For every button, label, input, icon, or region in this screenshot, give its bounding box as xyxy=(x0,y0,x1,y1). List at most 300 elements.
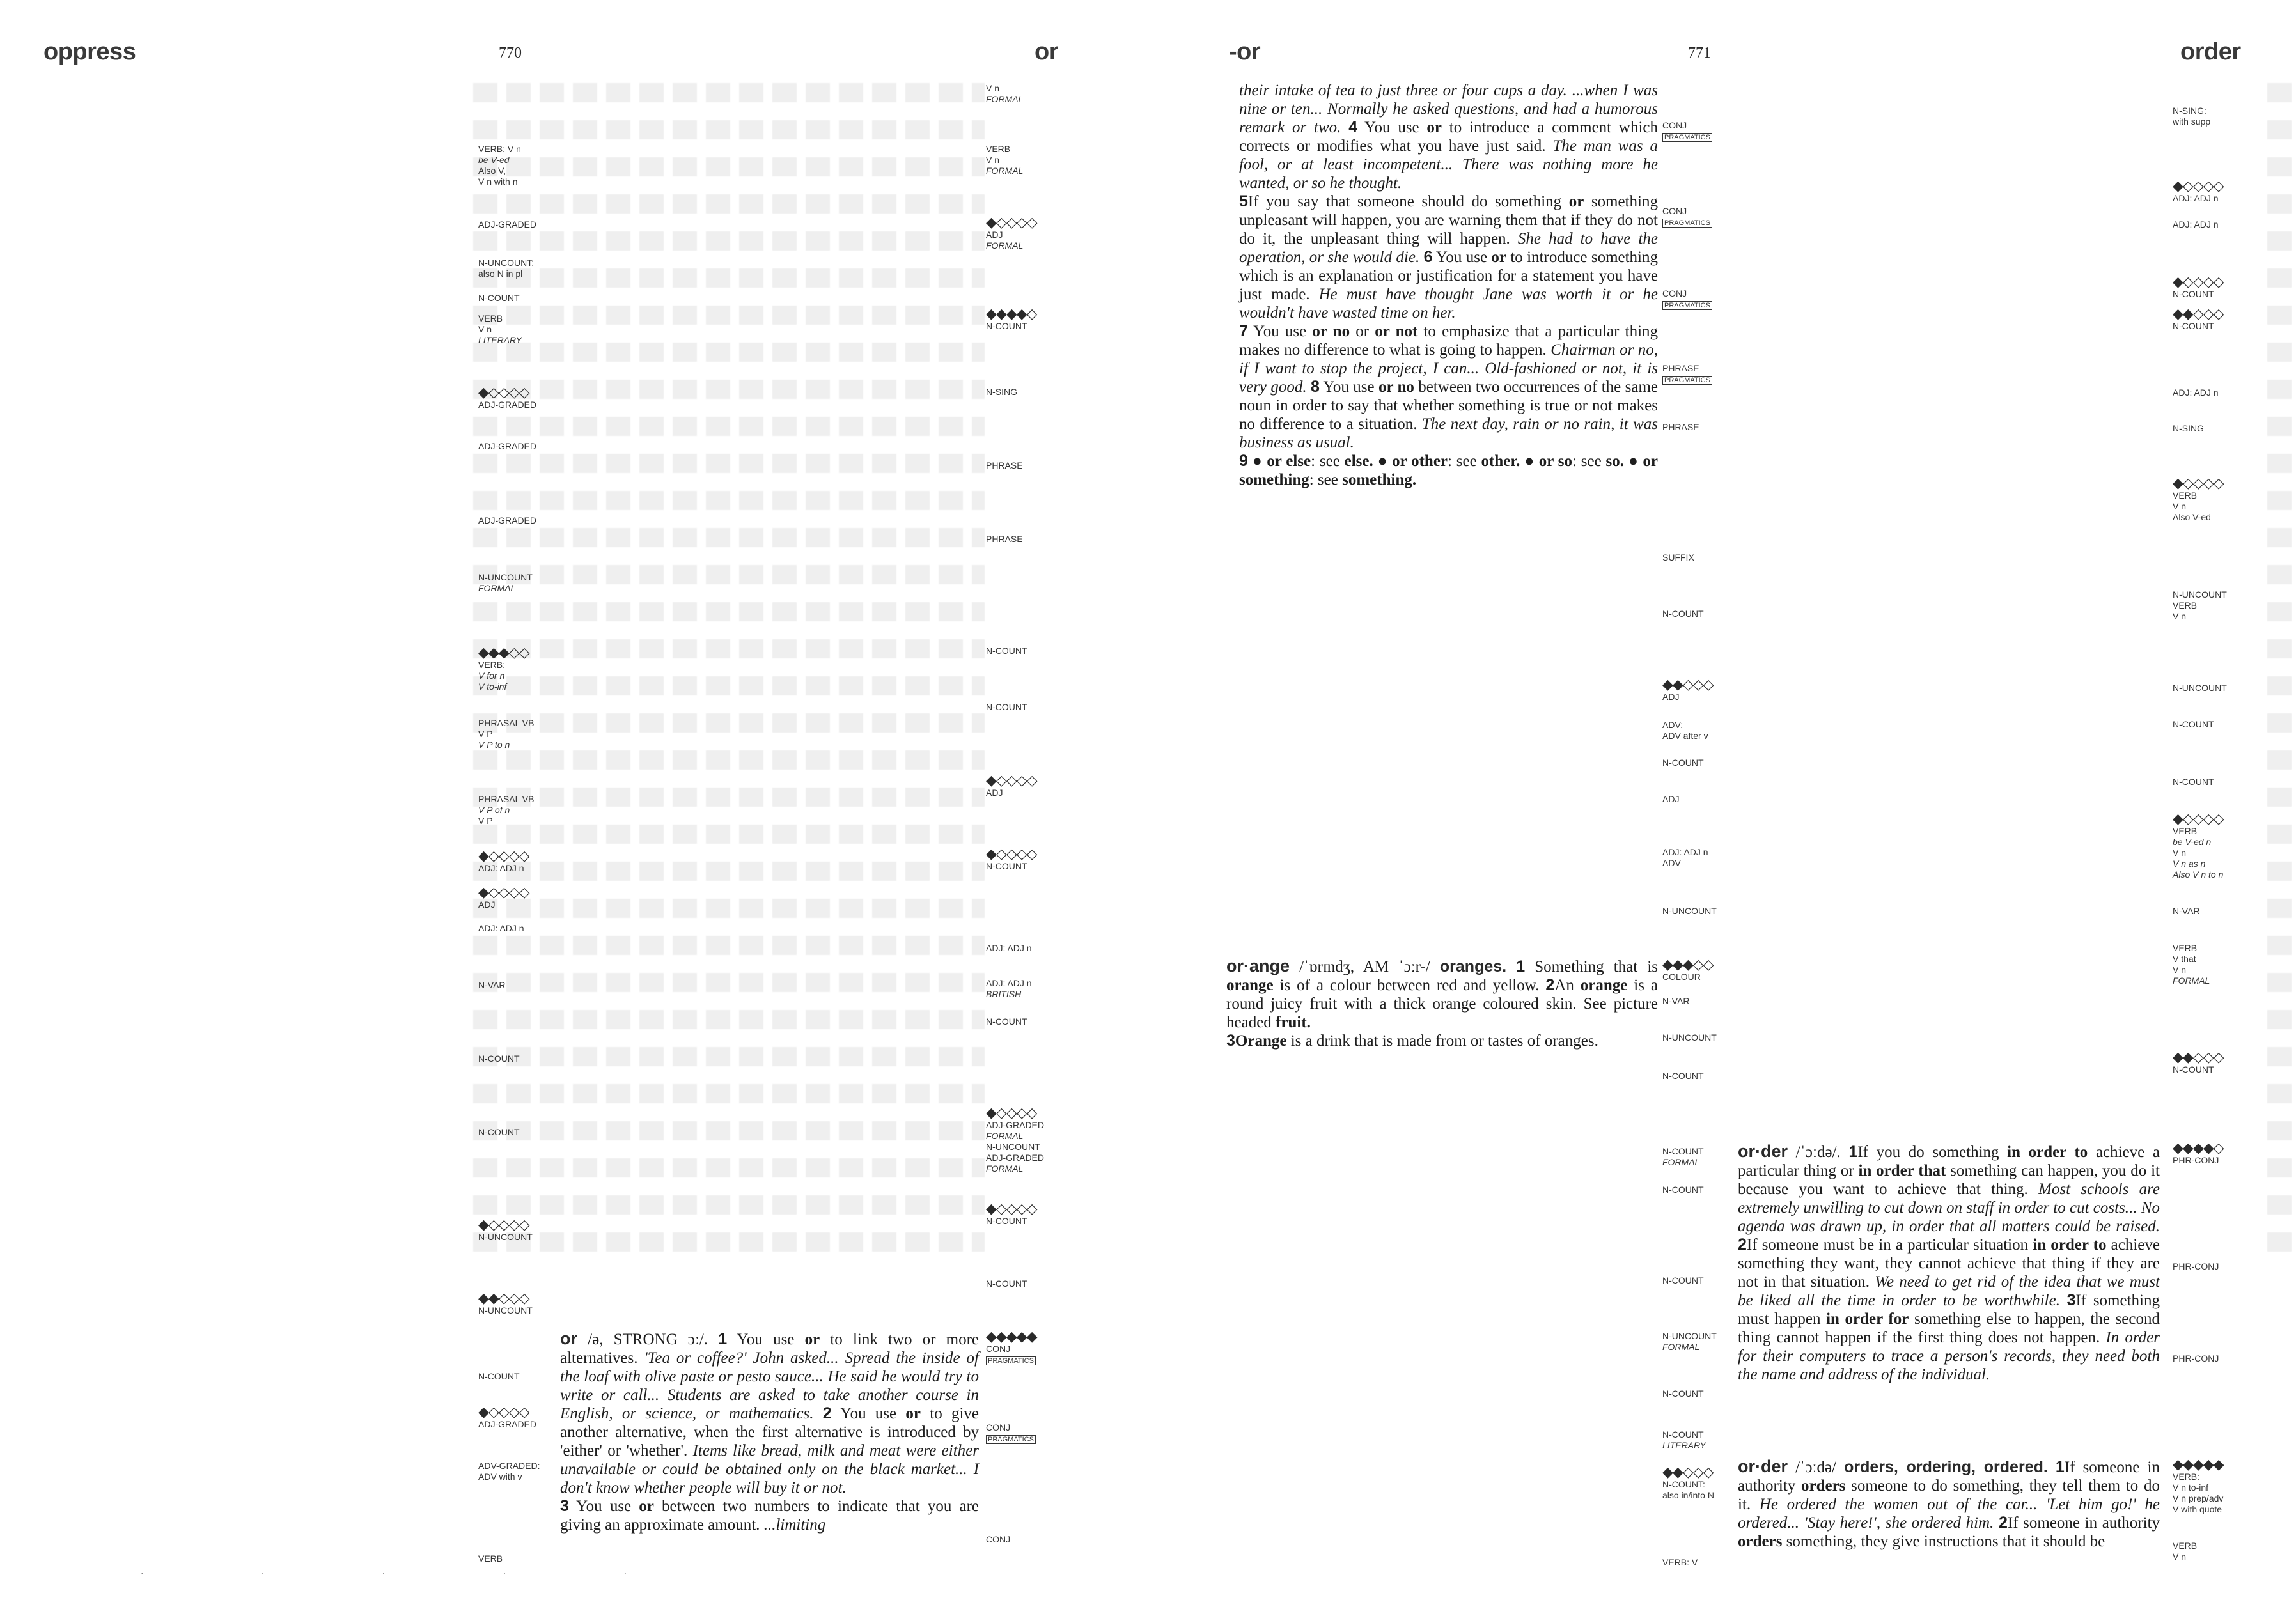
definition: If someone in authority xyxy=(2007,1514,2160,1532)
grammar-label-line: PHRASE xyxy=(1662,363,1699,373)
grammar-label xyxy=(2173,906,2200,917)
keyword: or no xyxy=(1378,378,1414,396)
grammar-label-line: N-COUNT xyxy=(1662,1429,1704,1440)
sense-number: 3 xyxy=(2066,1291,2076,1309)
grammar-label-line: V n as n xyxy=(2173,858,2206,869)
grammar-label-line: V P xyxy=(478,729,493,739)
show-through-text xyxy=(473,83,985,1310)
grammar-label-line: CONJ xyxy=(986,1534,1011,1544)
example: 'Tea or coffee?' John asked... Spread the inside of the loaf with olive paste or pesto sauce... He said he would try to write or call... Students are asked to take another course in English, or science, or mathematics. xyxy=(560,1349,979,1422)
grammar-label-line: ADJ: ADJ n xyxy=(2173,219,2219,229)
grammar-label-line: N-COUNT xyxy=(986,861,1027,871)
cross-reference: : see xyxy=(1572,453,1606,470)
frequency-diamonds: ◆◆◇◇◇ xyxy=(2173,1049,2224,1065)
grammar-label-line: ADJ: ADJ n xyxy=(2173,193,2219,203)
grammar-label-line: PHR-CONJ xyxy=(2173,1353,2219,1363)
grammar-label-line: N-COUNT xyxy=(986,1016,1027,1027)
frequency-diamonds: ◆◆◇◇◇ xyxy=(1662,676,1714,692)
grammar-label-line: Also V, xyxy=(478,166,506,176)
grammar-label-line: N-COUNT xyxy=(2173,321,2214,331)
sense-number: 2 xyxy=(1998,1514,2008,1532)
grammar-label-line: FORMAL xyxy=(478,583,516,593)
cross-reference-phrase: or something xyxy=(1239,453,1658,488)
grammar-label-line: V n xyxy=(2173,1551,2187,1562)
grammar-label xyxy=(1662,1465,1714,1501)
grammar-label xyxy=(986,1202,1037,1227)
example: their intake of tea to just three or four cups a day. ...when I was nine or ten... Normally he asked questions, and had a humorous remark or two. xyxy=(1239,82,1658,136)
grammar-label xyxy=(2173,1541,2197,1562)
cross-reference: ● xyxy=(1373,453,1393,470)
grammar-label xyxy=(1662,206,1712,228)
example: The next day, rain or no rain, it was business as usual. xyxy=(1239,415,1658,451)
grammar-label xyxy=(2173,307,2224,332)
grammar-label-line: VERB: xyxy=(478,660,506,670)
grammar-label-line: N-UNCOUNT xyxy=(478,1232,533,1242)
right-page xyxy=(1148,0,2296,1623)
definition: is a round juicy fruit with a thick orange coloured skin. See picture headed xyxy=(1226,977,1658,1031)
grammar-label-line: PHRASE xyxy=(986,534,1023,544)
grammar-label xyxy=(1662,996,1690,1007)
keyword: or xyxy=(1568,193,1584,210)
keyword: Orange xyxy=(1235,1032,1287,1050)
keyword: orders xyxy=(1800,1477,1846,1495)
frequency-diamonds: ◆◇◇◇◇ xyxy=(478,1404,529,1420)
example: We need to get rid of the idea that we must be liked all the time in order to be worthwhile. xyxy=(1738,1273,2160,1309)
grammar-label-line: V to-inf xyxy=(478,681,507,692)
grammar-label xyxy=(986,1106,1044,1174)
grammar-label-line: N-COUNT xyxy=(986,1216,1027,1226)
grammar-label xyxy=(478,515,536,526)
grammar-label xyxy=(986,1422,1036,1444)
grammar-label xyxy=(2173,777,2214,788)
grammar-label xyxy=(1662,1032,1717,1043)
sense-number: 1 xyxy=(2055,1458,2065,1476)
grammar-label xyxy=(478,923,524,934)
keyword: or not xyxy=(1375,323,1418,340)
grammar-label-line: N-UNCOUNT xyxy=(2173,589,2227,600)
sense-number: 2 xyxy=(822,1404,832,1422)
keyword: or xyxy=(639,1498,654,1515)
grammar-label xyxy=(986,215,1037,251)
grammar-label xyxy=(1662,120,1712,142)
grammar-label xyxy=(1662,1146,1704,1168)
grammar-label xyxy=(478,1218,533,1243)
example: Chairman or no, if I want to stop the project, I can... Old-fashioned or not, it is very good. xyxy=(1239,341,1658,396)
grammar-label xyxy=(478,980,506,991)
frequency-diamonds: ◆◇◇◇◇ xyxy=(478,848,529,864)
grammar-label xyxy=(478,1371,520,1382)
grammar-label-line: ADJ xyxy=(1662,794,1680,804)
sense-number: 2 xyxy=(1738,1236,1747,1254)
grammar-label-line: FORMAL xyxy=(986,240,1024,251)
frequency-diamonds: ◆◇◇◇◇ xyxy=(478,884,529,900)
grammar-label-line: VERB xyxy=(986,144,1011,154)
keyword: orange xyxy=(1580,977,1628,994)
grammar-label-line: PHRASE xyxy=(1662,422,1699,432)
frequency-diamonds: ◆◇◇◇◇ xyxy=(478,1216,529,1232)
grammar-label-line: ADV with v xyxy=(478,1472,522,1482)
grammar-label-line: V for n xyxy=(478,671,505,681)
grammar-label xyxy=(478,1461,540,1482)
entry-order-conj xyxy=(1738,1142,2160,1384)
grammar-label xyxy=(2173,1141,2224,1166)
grammar-label xyxy=(478,144,521,187)
grammar-label-line: ADJ-GRADED xyxy=(478,400,537,410)
sense-number: 9 xyxy=(1239,452,1248,470)
grammar-label xyxy=(2173,476,2224,523)
grammar-label-line: V n xyxy=(2173,848,2187,858)
grammar-label-line: SUFFIX xyxy=(1662,552,1694,563)
definition: something else to happen, the second thing cannot happen if the first thing does not happen. xyxy=(1738,1310,2160,1346)
definition: You use xyxy=(840,1405,906,1422)
cross-reference: : see xyxy=(1311,453,1345,470)
sense-number: 1 xyxy=(718,1330,728,1348)
sense-number: 3 xyxy=(560,1497,569,1515)
grammar-label-line: N-SING xyxy=(2173,423,2204,433)
grammar-label-line: PHRASAL VB xyxy=(478,794,535,804)
definition: something, they give instructions that it should be xyxy=(1782,1533,2105,1550)
frequency-diamonds: ◆◆◇◇◇ xyxy=(478,1290,529,1306)
grammar-label-line: PHR-CONJ xyxy=(2173,1261,2219,1271)
grammar-label xyxy=(986,978,1032,1000)
keyword: or no xyxy=(1312,323,1350,340)
grammar-label xyxy=(1662,847,1708,869)
grammar-label xyxy=(986,307,1037,332)
frequency-diamonds: ◆◆◆◆◇ xyxy=(986,306,1037,322)
pronunciation: /ə, STRONG ɔː/. xyxy=(588,1331,708,1348)
grammar-label-line: N-SING: xyxy=(2173,105,2206,116)
cross-reference-phrase: or so xyxy=(1538,453,1572,470)
grammar-label-line: ADJ: ADJ n xyxy=(1662,847,1708,857)
cross-reference: : see xyxy=(1309,471,1343,488)
pronunciation: /ˈɔːdə/ xyxy=(1795,1459,1836,1476)
grammar-label-line: ADJ: ADJ n xyxy=(2173,387,2219,398)
keyword: or xyxy=(1426,119,1442,136)
grammar-label-line: V n xyxy=(986,83,1000,93)
grammar-label xyxy=(478,718,534,750)
grammar-label-line: VERB xyxy=(2173,943,2198,953)
grammar-label-line: V P xyxy=(478,816,493,826)
grammar-label-line: N-VAR xyxy=(2173,906,2200,916)
grammar-label-line: FORMAL xyxy=(1662,1157,1700,1167)
grammar-label-line: ADJ xyxy=(478,899,496,910)
grammar-label-line: FORMAL xyxy=(986,94,1024,104)
grammar-label xyxy=(478,258,534,279)
headword: or·ange xyxy=(1226,956,1290,975)
grammar-label-line: N-COUNT xyxy=(1662,1388,1704,1399)
frequency-diamonds: ◆◇◇◇◇ xyxy=(2173,475,2224,491)
headword: or·der xyxy=(1738,1142,1788,1161)
keyword: or xyxy=(804,1331,820,1348)
grammar-label xyxy=(1662,958,1714,982)
cross-reference: ● xyxy=(1252,453,1267,470)
grammar-label-line: N-UNCOUNT xyxy=(1662,906,1717,916)
grammar-label-line: N-VAR xyxy=(1662,996,1690,1006)
scan-specks: · · · · · xyxy=(141,1569,685,1580)
frequency-diamonds: ◆◆◆◆◆ xyxy=(986,1328,1037,1344)
grammar-label-line: FORMAL xyxy=(1662,1342,1700,1352)
grammar-label-line: N-COUNT xyxy=(986,646,1027,656)
grammar-label-line: N-COUNT xyxy=(2173,719,2214,729)
definition: between two numbers to indicate that you are giving an approximate amount. xyxy=(560,1498,979,1534)
grammar-label-line: V n xyxy=(2173,965,2187,975)
grammar-label-line: CONJ xyxy=(986,1422,1011,1433)
frequency-diamonds: ◆◇◇◇◇ xyxy=(986,214,1037,230)
grammar-label-line: V P of n xyxy=(478,805,510,815)
grammar-label-line: VERB xyxy=(2173,826,2198,836)
inflections: oranges. xyxy=(1439,958,1507,975)
frequency-diamonds: ◆◇◇◇◇ xyxy=(986,846,1037,862)
inflections: orders, ordering, ordered. xyxy=(1844,1458,2048,1476)
grammar-label xyxy=(2173,683,2227,694)
grammar-label xyxy=(2173,105,2210,127)
definition: to introduce something which is an explanation or justification for a statement you have just made. xyxy=(1239,249,1659,303)
grammar-label xyxy=(2173,812,2224,880)
keyword: orders xyxy=(1738,1533,1783,1550)
grammar-label xyxy=(478,646,529,692)
frequency-diamonds: ◆◆◆◆◇ xyxy=(2173,1140,2224,1156)
pragmatics-box: PRAGMATICS xyxy=(1662,301,1712,310)
grammar-label xyxy=(1662,422,1699,433)
definition: achieve something they want, they cannot achieve that thing if they are not in that situation. xyxy=(1738,1236,2160,1291)
grammar-label xyxy=(478,794,534,827)
grammar-label-line: VERB: xyxy=(2173,1472,2200,1482)
grammar-label-line: ADV-GRADED: xyxy=(478,1461,540,1471)
grammar-label-line: N-UNCOUNT xyxy=(2173,683,2227,693)
grammar-label-line: N-VAR xyxy=(478,980,506,990)
grammar-label-line: CONJ xyxy=(1662,120,1687,130)
example: Items like bread, milk and meat were either unavailable or could be obtained only on the black market... I don't know whether people will buy it or not. xyxy=(560,1442,979,1496)
definition: You use xyxy=(576,1498,639,1515)
entry-order-verb xyxy=(1738,1457,2160,1551)
grammar-label xyxy=(478,385,536,410)
frequency-diamonds: ◆◆◇◇◇ xyxy=(2173,306,2224,322)
keyword: in order to xyxy=(2007,1144,2088,1161)
grammar-label xyxy=(2173,719,2214,730)
example: ...limiting xyxy=(763,1516,826,1534)
grammar-label-line: with supp xyxy=(2173,116,2211,127)
definition: to link two or more alternatives. xyxy=(560,1331,980,1367)
definition: If you say that someone should do something xyxy=(1247,193,1569,210)
grammar-label xyxy=(986,144,1023,176)
sense-number: 5 xyxy=(1239,192,1248,210)
frequency-diamonds: ◆◆◆◇◇ xyxy=(1662,956,1714,972)
frequency-diamonds: ◆◆◆◆◆ xyxy=(2173,1456,2224,1472)
entry-or xyxy=(560,1330,979,1534)
example: The man was a fool, or at least incompetent... There was nothing more he wanted, or so he thought. xyxy=(1239,137,1659,192)
cross-reference-phrase: or other xyxy=(1392,453,1448,470)
grammar-label-line: N-COUNT: xyxy=(1662,1479,1705,1489)
cross-reference-target: fruit. xyxy=(1276,1014,1311,1031)
grammar-label-line: N-COUNT xyxy=(2173,777,2214,787)
grammar-label xyxy=(986,1330,1037,1365)
grammar-label xyxy=(1662,678,1714,703)
grammar-label xyxy=(986,702,1027,713)
grammar-label xyxy=(478,1553,503,1564)
grammar-label xyxy=(2173,179,2224,204)
guide-word-last: or xyxy=(1035,38,1058,65)
page-number: 771 xyxy=(1688,45,1711,61)
grammar-label-line: ADJ: ADJ n xyxy=(986,978,1032,988)
grammar-label-line: Also V-ed xyxy=(2173,512,2211,522)
definition: An xyxy=(1554,977,1581,994)
definition: something unpleasant will happen, you are warning them that if they do not do it, the unpleasant thing will happen. xyxy=(1239,193,1658,247)
keyword: in order to xyxy=(2033,1236,2107,1254)
definition: achieve a particular thing or xyxy=(1738,1144,2160,1179)
grammar-label-line: CONJ xyxy=(986,1344,1011,1354)
definition: You use xyxy=(1323,378,1378,396)
grammar-label xyxy=(1662,552,1694,563)
cross-reference: : see xyxy=(1448,453,1481,470)
sense-number: 6 xyxy=(1423,248,1433,266)
cross-reference: ● xyxy=(1624,453,1643,470)
grammar-label-line: V with quote xyxy=(2173,1504,2222,1514)
grammar-label xyxy=(2173,219,2219,230)
grammar-label xyxy=(2173,423,2204,434)
grammar-label xyxy=(1662,1557,1698,1568)
grammar-label xyxy=(2173,1353,2219,1364)
grammar-label-line: FORMAL xyxy=(986,1131,1024,1141)
cross-reference-target: something. xyxy=(1342,471,1417,488)
grammar-label xyxy=(478,572,533,594)
grammar-label-line: N-COUNT xyxy=(986,321,1027,331)
grammar-label xyxy=(1662,1184,1704,1195)
grammar-label-line: ADJ-GRADED xyxy=(478,1419,537,1429)
cross-reference: ● xyxy=(1520,453,1539,470)
grammar-label-line: FORMAL xyxy=(2173,975,2210,986)
pronunciation: /ˈɔːdə/. xyxy=(1795,1144,1841,1161)
grammar-label xyxy=(478,441,536,452)
grammar-label-line: VERB xyxy=(2173,490,2198,501)
definition: You use xyxy=(737,1331,805,1348)
grammar-label-line: ADJ xyxy=(986,229,1003,240)
grammar-label xyxy=(478,293,520,304)
keyword: in order that xyxy=(1858,1162,1946,1179)
grammar-label xyxy=(478,313,522,346)
grammar-label xyxy=(478,1127,520,1138)
grammar-label xyxy=(986,646,1027,656)
grammar-label-line: also in/into N xyxy=(1662,1490,1714,1500)
grammar-label-line: N-COUNT xyxy=(986,1278,1027,1289)
grammar-label-line: N-COUNT xyxy=(478,293,520,303)
definition: If someone in authority xyxy=(1738,1459,2160,1495)
grammar-label-line: CONJ xyxy=(1662,288,1687,299)
grammar-label xyxy=(986,847,1037,872)
keyword: in order for xyxy=(1826,1310,1909,1328)
grammar-label xyxy=(2173,1457,2224,1515)
grammar-label xyxy=(478,885,529,910)
grammar-label-line: ADJ-GRADED xyxy=(478,515,537,525)
grammar-label-line: N-COUNT xyxy=(986,702,1027,712)
definition: or xyxy=(1350,323,1375,340)
grammar-label xyxy=(478,219,536,230)
grammar-label-line: be V-ed n xyxy=(2173,837,2212,847)
pragmatics-box: PRAGMATICS xyxy=(1662,219,1712,228)
grammar-label xyxy=(478,1291,533,1316)
definition: You use xyxy=(1253,323,1313,340)
sense-number: 1 xyxy=(1516,958,1526,975)
definition: to give another alternative, when the first alternative is introduced by 'either' or 'whether'. xyxy=(560,1405,979,1459)
grammar-label-line: VERB: V n xyxy=(478,144,521,154)
grammar-label xyxy=(1662,609,1704,619)
grammar-label-line: VERB xyxy=(2173,600,2198,610)
grammar-label xyxy=(1662,1071,1704,1082)
grammar-label-line: VERB: V xyxy=(1662,1557,1698,1567)
definition: Something that is xyxy=(1535,958,1659,975)
definition: is a drink that is made from or tastes of oranges. xyxy=(1286,1032,1598,1050)
grammar-label-line: ADJ: ADJ n xyxy=(986,943,1032,953)
grammar-label-line: N-UNCOUNT xyxy=(1662,1032,1717,1043)
grammar-label-line: N-SING xyxy=(986,387,1017,397)
frequency-diamonds: ◆◇◇◇◇ xyxy=(2173,178,2224,194)
grammar-label-line: N-UNCOUNT xyxy=(1662,1331,1717,1341)
grammar-label-line: FORMAL xyxy=(986,166,1024,176)
sense-number: 4 xyxy=(1348,118,1358,136)
grammar-label-line: N-COUNT xyxy=(1662,609,1704,619)
pronunciation: /ˈɒrɪndʒ, AM ˈɔːr-/ xyxy=(1299,958,1430,975)
grammar-label xyxy=(2173,387,2219,398)
definition: between two occurrences of the same noun in order to say that whether something is true or not makes no difference to a situation. xyxy=(1239,378,1658,433)
grammar-label-line: N-COUNT xyxy=(1662,1275,1704,1285)
grammar-label-line: N-COUNT xyxy=(1662,1146,1704,1156)
grammar-label-line: V n to-inf xyxy=(2173,1482,2209,1493)
frequency-diamonds: ◆◆◇◇◇ xyxy=(1662,1464,1714,1480)
entry-or-continued xyxy=(1239,81,1658,489)
grammar-label xyxy=(478,1053,520,1064)
grammar-label-line: V n prep/adv xyxy=(2173,1493,2224,1503)
grammar-label-line: N-COUNT xyxy=(478,1127,520,1137)
grammar-label-line: COLOUR xyxy=(1662,972,1701,982)
sense-number: 2 xyxy=(1545,976,1555,994)
grammar-label-line: ADJ-GRADED xyxy=(478,219,537,229)
grammar-label xyxy=(1662,363,1712,385)
cross-reference-phrase: or else xyxy=(1267,453,1311,470)
sense-number: 8 xyxy=(1311,378,1320,396)
grammar-label-line: N-COUNT xyxy=(2173,1064,2214,1075)
grammar-label-line: VERB xyxy=(478,313,503,323)
grammar-label-line: N-UNCOUNT xyxy=(478,572,533,582)
entry-orange xyxy=(1226,957,1658,1050)
definition: If you do something xyxy=(1857,1144,2008,1161)
grammar-label-line: N-COUNT xyxy=(1662,757,1704,768)
grammar-label-line: BRITISH xyxy=(986,989,1022,999)
grammar-label-line: N-COUNT xyxy=(478,1371,520,1381)
page-number: 770 xyxy=(499,45,522,61)
grammar-label-line: be V-ed xyxy=(478,155,510,165)
headword: or·der xyxy=(1738,1457,1788,1476)
headword: or xyxy=(560,1329,577,1348)
grammar-label-line: N-COUNT xyxy=(2173,289,2214,299)
grammar-label xyxy=(1662,1429,1706,1451)
definition: is of a colour between red and yellow. xyxy=(1273,977,1540,994)
keyword: orange xyxy=(1226,977,1274,994)
grammar-label-line: FORMAL xyxy=(986,1163,1024,1174)
grammar-label-line: ADJ-GRADED xyxy=(986,1120,1045,1130)
grammar-label xyxy=(2173,943,2210,986)
grammar-label xyxy=(478,1405,536,1430)
pragmatics-box: PRAGMATICS xyxy=(986,1435,1036,1444)
pragmatics-box: PRAGMATICS xyxy=(1662,133,1712,142)
grammar-label-line: Also V n to n xyxy=(2173,869,2224,880)
grammar-label xyxy=(2173,589,2227,622)
definition: someone to do something, they tell them to do it. xyxy=(1738,1477,2160,1513)
grammar-label-line: ADJ: ADJ n xyxy=(478,923,524,933)
sense-number: 7 xyxy=(1239,322,1248,340)
example: She had to have the operation, or she would die. xyxy=(1239,230,1658,266)
grammar-label-line: V n xyxy=(2173,611,2187,621)
grammar-label xyxy=(986,1016,1027,1027)
grammar-label-line: PHRASE xyxy=(986,460,1023,470)
